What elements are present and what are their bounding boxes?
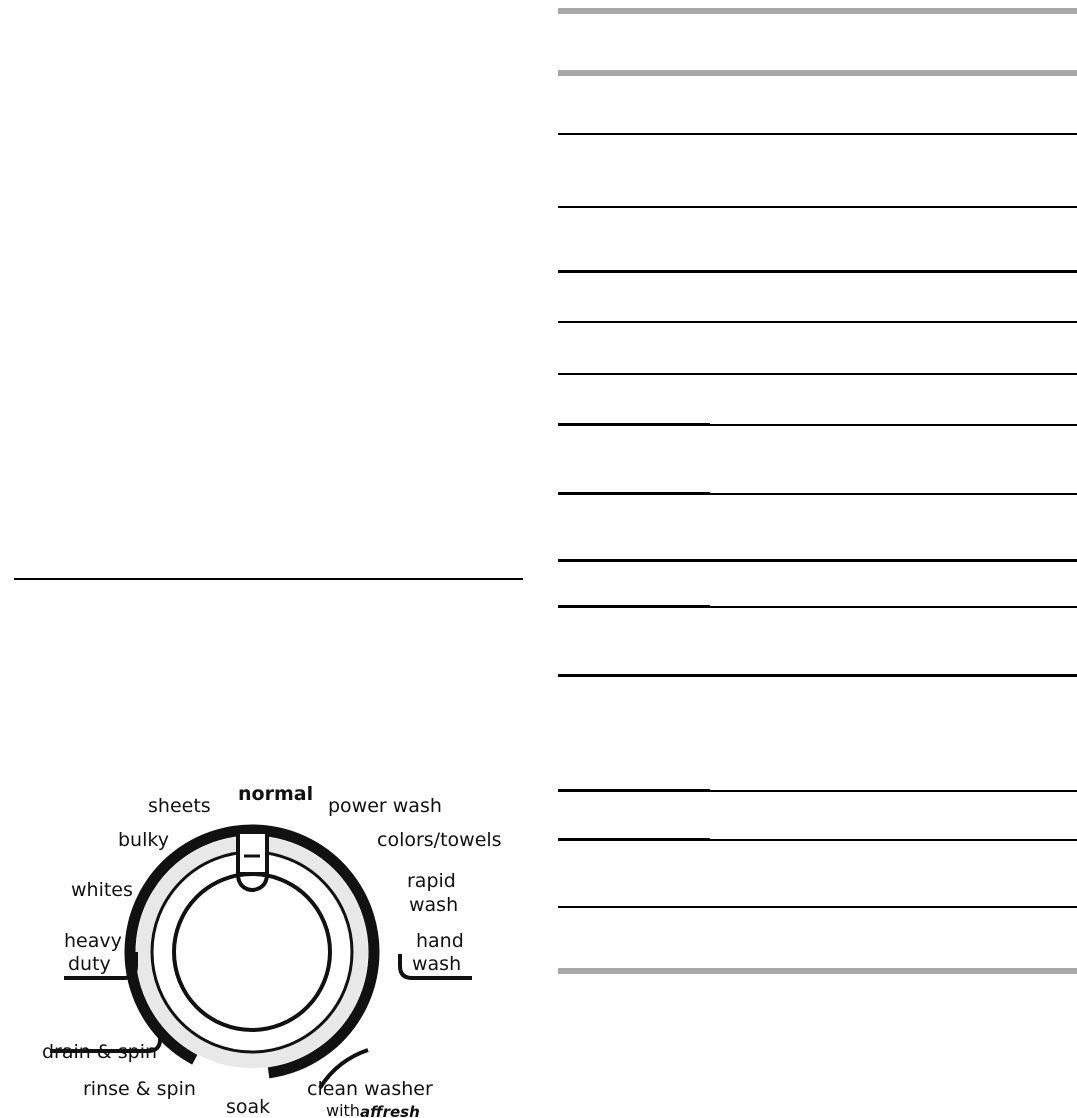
section-separator-12-left: [558, 789, 710, 792]
section-separator-15: [558, 968, 1077, 974]
dial-label-rapid-wash: wash: [409, 894, 459, 916]
dial-label-sheets: sheets: [148, 795, 211, 817]
dial-label-hand-wash: wash: [412, 953, 462, 975]
section-separator-2: [558, 133, 1077, 135]
dial-label-hand: hand: [416, 930, 464, 952]
section-separator-9: [558, 559, 1077, 562]
dial-label-heavy: heavy: [64, 930, 122, 952]
section-separator-7-right: [710, 424, 1077, 426]
dial-label-normal: normal: [238, 783, 314, 805]
section-separator-13-left: [558, 838, 710, 841]
section-separator-3: [558, 206, 1077, 208]
section-separator-11: [558, 674, 1077, 677]
cycle-selector-dial[interactable]: [20, 770, 520, 1118]
left-column-divider: [14, 578, 523, 580]
section-separator-1: [558, 70, 1077, 76]
dial-label-power-wash: power wash: [328, 795, 442, 817]
dial-label-clean-washer: clean washer: [307, 1078, 433, 1100]
section-separator-10-right: [710, 606, 1077, 608]
section-separator-5: [558, 321, 1077, 323]
dial-label-soak: soak: [226, 1096, 271, 1118]
section-separator-14: [558, 906, 1077, 908]
dial-label-whites: whites: [71, 879, 133, 901]
affresh-logo: affresh: [360, 1103, 420, 1118]
section-separator-4: [558, 270, 1077, 273]
dial-label-rinse-spin: rinse & spin: [83, 1078, 196, 1100]
dial-label-colors-towels: colors/towels: [377, 829, 502, 851]
section-separator-6: [558, 373, 1077, 375]
section-separator-10-left: [558, 605, 710, 608]
dial-label-affresh-prefix: with: [326, 1101, 360, 1118]
dial-label-drain-spin: drain & spin: [42, 1041, 158, 1063]
left-column: [0, 0, 530, 1118]
section-separator-8-left: [558, 492, 710, 495]
dial-label-duty: duty: [68, 953, 111, 975]
dial-label-rapid: rapid: [407, 870, 456, 892]
dial-label-bulky: bulky: [118, 829, 169, 851]
section-separator-0: [558, 8, 1077, 14]
section-separator-13-right: [710, 839, 1077, 841]
right-column: [558, 0, 1077, 1118]
section-separator-7-left: [558, 423, 710, 426]
section-separator-12-right: [710, 790, 1077, 792]
section-separator-8-right: [710, 493, 1077, 495]
